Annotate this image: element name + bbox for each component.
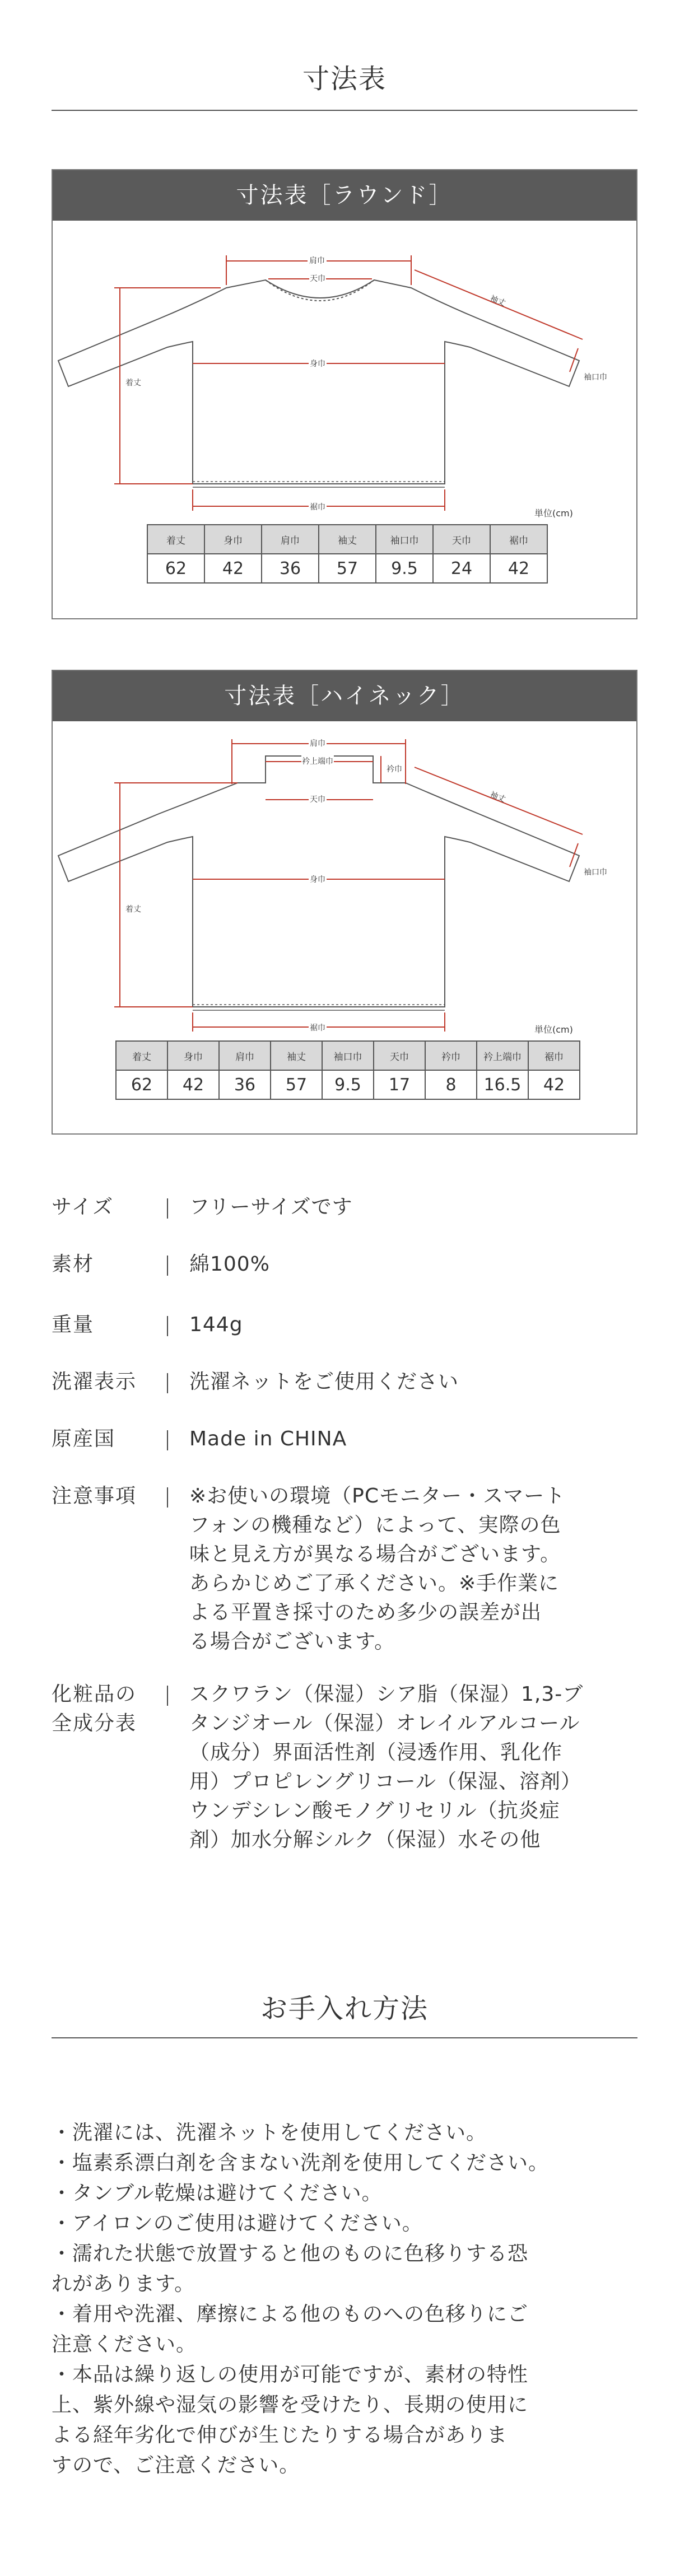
ingredients-line: ウンデシレン酸モノグリセリル（抗炎症 xyxy=(189,1799,560,1822)
spec-label: 洗濯表示 xyxy=(52,1370,137,1393)
hn-val-hem: 42 xyxy=(528,1070,580,1099)
care-rule xyxy=(52,2037,637,2038)
hn-col-shoulder: 肩巾 xyxy=(219,1041,271,1070)
ingredients-line: スクワラン（保湿）シア脂（保湿）1,3-ブ xyxy=(189,1683,584,1706)
val-length: 62 xyxy=(147,554,204,583)
hn-val-length: 62 xyxy=(116,1070,167,1099)
care-line: よる経年劣化で伸びが生じたりする場合がありま xyxy=(52,2424,508,2447)
hem-label: 裾巾 xyxy=(310,503,325,512)
spec-divider xyxy=(167,1373,168,1393)
hn-col-body-width: 身巾 xyxy=(167,1041,219,1070)
notes-line: る場合がございます。 xyxy=(189,1630,395,1653)
hn-col-sleeve: 袖丈 xyxy=(271,1041,322,1070)
spec-ingredients-text xyxy=(189,1680,649,1855)
hn-val-body-width: 42 xyxy=(167,1070,219,1099)
hn-col-neck: 天巾 xyxy=(374,1041,425,1070)
val-body-width: 42 xyxy=(204,554,262,583)
hn-neck-label: 天巾 xyxy=(310,795,325,804)
spec-divider xyxy=(167,1316,168,1336)
hn-hem-label: 裾巾 xyxy=(310,1024,325,1033)
val-neck: 24 xyxy=(433,554,490,583)
notes-line: ※お使いの環境（PCモニター・スマート xyxy=(189,1485,566,1508)
hn-collar-label: 衿巾 xyxy=(387,765,402,774)
hn-val-cuff: 9.5 xyxy=(322,1070,374,1099)
care-line: ・アイロンのご使用は避けてください。 xyxy=(52,2212,423,2235)
spec-value: 洗濯ネットをご使用ください xyxy=(189,1370,459,1393)
highneck-unit-label: 単位(cm) xyxy=(534,1024,573,1035)
val-cuff: 9.5 xyxy=(376,554,433,583)
spec-divider xyxy=(167,1256,168,1276)
spec-label: サイズ xyxy=(52,1196,114,1219)
hn-val-collar-top: 16.5 xyxy=(477,1070,528,1099)
spec-notes xyxy=(52,1482,645,1667)
highneck-size-panel xyxy=(52,670,637,1135)
notes-line: フォンの機種など）によって、実際の色 xyxy=(189,1514,561,1537)
val-hem: 42 xyxy=(490,554,547,583)
round-unit-label: 単位(cm) xyxy=(534,508,573,519)
ingredients-line: （成分）界面活性剤（浸透作用、乳化作 xyxy=(189,1741,563,1764)
sleeve-label: 袖丈 xyxy=(488,293,507,309)
spec-value: フリーサイズです xyxy=(189,1196,353,1219)
highneck-size-table xyxy=(115,1040,580,1100)
spec-label: 注意事項 xyxy=(52,1485,137,1508)
care-line: ・本品は繰り返しの使用が可能ですが、素材の特性 xyxy=(52,2363,529,2386)
cuff-label: 袖口巾 xyxy=(584,373,607,382)
hn-val-sleeve: 57 xyxy=(271,1070,322,1099)
hn-cuff-label: 袖口巾 xyxy=(584,868,607,877)
spec-divider xyxy=(167,1686,168,1706)
care-line: れがあります。 xyxy=(52,2272,195,2295)
spec-label xyxy=(52,1680,164,1738)
body-width-label: 身巾 xyxy=(310,360,325,368)
col-shoulder: 肩巾 xyxy=(262,525,319,554)
spec-value: 綿100% xyxy=(189,1253,270,1276)
spec-label: 原産国 xyxy=(52,1427,116,1450)
hn-collar-top-label: 衿上端巾 xyxy=(302,757,333,766)
ingredients-label-line: 化粧品の xyxy=(52,1683,137,1706)
hn-col-collar-top: 衿上端巾 xyxy=(477,1041,528,1070)
ingredients-line: 用）プロピレングリコール（保湿、溶剤） xyxy=(189,1770,581,1793)
care-line: 注意ください。 xyxy=(52,2333,197,2356)
hn-val-collar: 8 xyxy=(425,1070,477,1099)
val-sleeve: 57 xyxy=(319,554,376,583)
ingredients-line: タンジオール（保湿）オレイルアルコール xyxy=(189,1712,580,1735)
highneck-panel-header: 寸法表［ハイネック］ xyxy=(53,671,636,721)
neck-width-label: 天巾 xyxy=(310,274,325,283)
title-rule xyxy=(52,110,637,111)
col-length: 着丈 xyxy=(147,525,204,554)
hn-shoulder-label: 肩巾 xyxy=(310,739,325,748)
spec-ingredients xyxy=(52,1680,645,1870)
round-size-panel xyxy=(52,169,637,619)
care-title: お手入れ方法 xyxy=(260,1993,429,2024)
col-cuff: 袖口巾 xyxy=(376,525,433,554)
col-sleeve: 袖丈 xyxy=(319,525,376,554)
hn-col-length: 着丈 xyxy=(116,1041,167,1070)
care-line: ・濡れた状態で放置すると他のものに色移りする恐 xyxy=(52,2242,529,2265)
ingredients-label-line: 全成分表 xyxy=(52,1712,137,1735)
spec-value: Made in CHINA xyxy=(189,1427,347,1450)
care-line: ・塩素系漂白剤を含まない洗剤を使用してください。 xyxy=(52,2152,550,2174)
length-label: 着丈 xyxy=(125,379,141,388)
care-line: 上、紫外線や湿気の影響を受けたり、長期の使用に xyxy=(52,2393,529,2416)
spec-divider xyxy=(167,1487,168,1508)
col-hem: 裾巾 xyxy=(490,525,547,554)
hn-length-label: 着丈 xyxy=(125,905,141,914)
care-line: ・洗濯には、洗濯ネットを使用してください。 xyxy=(52,2121,487,2144)
size-chart-title: 寸法表 xyxy=(302,63,387,95)
val-shoulder: 36 xyxy=(262,554,319,583)
care-instructions xyxy=(52,2118,645,2481)
care-line: すので、ご注意ください。 xyxy=(52,2454,300,2477)
spec-label: 素材 xyxy=(52,1253,95,1276)
round-size-table xyxy=(147,524,548,584)
notes-line: あらかじめご了承ください。※手作業に xyxy=(189,1572,560,1595)
hn-sleeve-label: 袖丈 xyxy=(488,790,507,805)
care-line: ・着用や洗濯、摩擦による他のものへの色移りにご xyxy=(52,2303,529,2326)
hn-col-cuff: 袖口巾 xyxy=(322,1041,374,1070)
col-body-width: 身巾 xyxy=(204,525,262,554)
round-panel-header: 寸法表［ラウンド］ xyxy=(53,170,636,221)
hn-val-neck: 17 xyxy=(374,1070,425,1099)
ingredients-line: 剤）加水分解シルク（保湿）水その他 xyxy=(189,1828,541,1851)
hn-col-collar: 衿巾 xyxy=(425,1041,477,1070)
shoulder-label: 肩巾 xyxy=(309,256,325,265)
hn-val-shoulder: 36 xyxy=(219,1070,271,1099)
notes-line: よる平置き採寸のため多少の誤差が出 xyxy=(189,1601,542,1624)
col-neck: 天巾 xyxy=(433,525,490,554)
care-line: ・タンブル乾燥は避けてください。 xyxy=(52,2182,383,2205)
notes-line: 味と見え方が異なる場合がございます。 xyxy=(189,1543,561,1566)
spec-divider xyxy=(167,1430,168,1450)
spec-value: 144g xyxy=(189,1313,243,1336)
spec-divider xyxy=(167,1198,168,1219)
hn-body-width-label: 身巾 xyxy=(310,875,325,884)
spec-label: 重量 xyxy=(52,1313,95,1336)
hn-col-hem: 裾巾 xyxy=(528,1041,580,1070)
spec-notes-text xyxy=(189,1482,649,1656)
